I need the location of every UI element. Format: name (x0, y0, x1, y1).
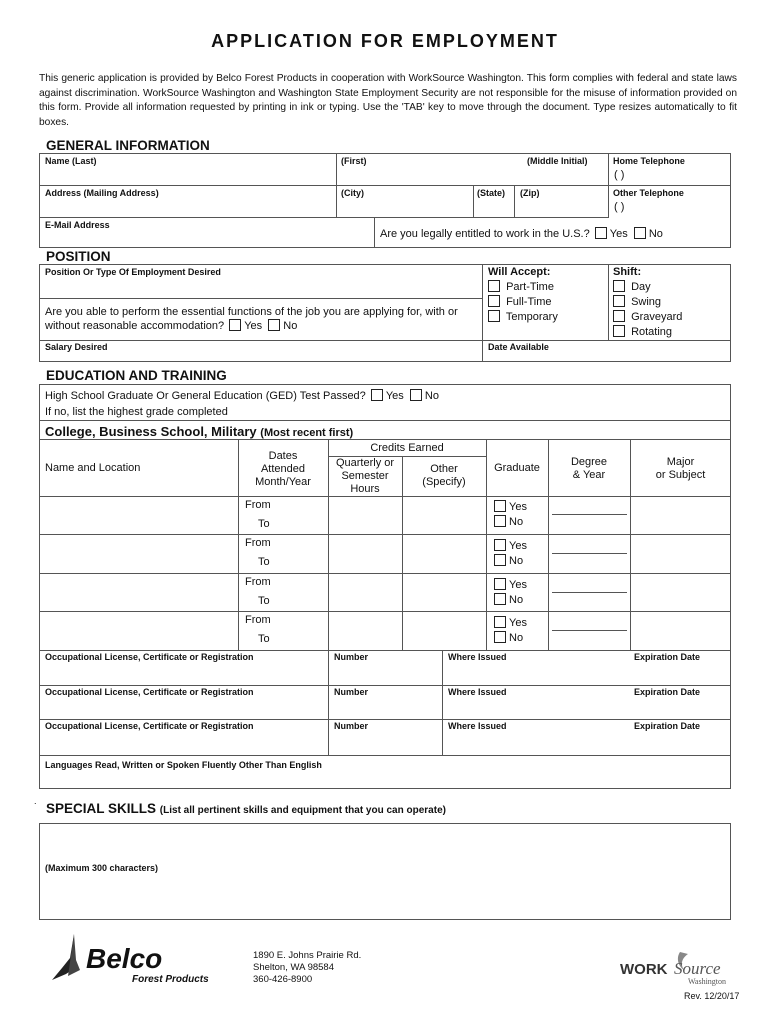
license-3-where[interactable]: Where Issued (448, 721, 507, 731)
row2-grad-no[interactable]: No (494, 554, 523, 569)
shift-swing-checkbox (613, 295, 625, 307)
ged-question: High School Graduate Or General Education (GED) Test Passed? (45, 390, 366, 402)
col-major: Major or Subject (655, 456, 706, 481)
license-1-expiration[interactable]: Expiration Date (634, 652, 701, 662)
section-education-heading: EDUCATION AND TRAINING (46, 368, 227, 383)
accept-full-time-checkbox (488, 295, 500, 307)
row3-grad-yes-checkbox (494, 578, 506, 590)
row3-to[interactable]: To (258, 595, 270, 607)
svg-text:Washington: Washington (688, 977, 727, 986)
col-graduate: Graduate (494, 462, 540, 474)
col-name-location: Name and Location (45, 462, 141, 474)
license-2-expiration[interactable]: Expiration Date (634, 687, 701, 697)
row3-from[interactable]: From (245, 576, 271, 588)
ged-yes-checkbox[interactable] (371, 389, 383, 401)
accept-temporary[interactable]: Temporary (488, 310, 558, 325)
entitled-no-checkbox[interactable] (634, 227, 646, 239)
accept-part-time-checkbox (488, 280, 500, 292)
row4-grad-yes-checkbox (494, 616, 506, 628)
middle-initial-field[interactable]: (Middle Initial) (527, 156, 588, 166)
ged-no-checkbox[interactable] (410, 389, 422, 401)
shift-rotating-checkbox (613, 325, 625, 337)
row2-to[interactable]: To (258, 556, 270, 568)
svg-text:Forest Products: Forest Products (132, 974, 209, 985)
zip-field[interactable]: (Zip) (520, 188, 540, 198)
row4-grad-no[interactable]: No (494, 631, 523, 646)
license-2-number[interactable]: Number (334, 687, 369, 697)
col-credits: Credits Earned (370, 442, 444, 454)
shift-rotating[interactable]: Rotating (613, 325, 672, 340)
shift-graveyard-checkbox (613, 310, 625, 322)
grade-question[interactable]: If no, list the highest grade completed (45, 406, 228, 418)
section-general-heading: GENERAL INFORMATION (46, 138, 210, 153)
row1-grad-no[interactable]: No (494, 515, 523, 530)
col-dates: Dates Attended Month/Year (255, 450, 311, 488)
worksource-logo (618, 948, 743, 988)
position-desired-field[interactable]: Position Or Type Of Employment Desired (45, 267, 221, 277)
intro-text: This generic application is provided by Belco Forest Products in cooperation with WorkSource Washington. This form complies with federal and state laws against discrimination. WorkSource Washington and Washington State Employment Security are not responsible for the misuse of information provided on this form. Provide all information requested by printing in ink or typing. Use the 'TAB' key to move through the document. Type resizes automatically to fit boxes. (39, 73, 737, 128)
shift-graveyard[interactable]: Graveyard (613, 310, 682, 325)
essential-question: Are you able to perform the essential functions of the job you are applying for, with or (45, 306, 458, 318)
date-available-field[interactable]: Date Available (488, 342, 549, 352)
address-field[interactable]: Address (Mailing Address) (45, 188, 159, 198)
row1-from[interactable]: From (245, 499, 271, 511)
row2-grad-no-checkbox (494, 554, 506, 566)
section-skills-heading: SPECIAL SKILLS (46, 801, 157, 816)
shift-swing[interactable]: Swing (613, 295, 661, 310)
name-last-field[interactable]: Name (Last) (45, 156, 97, 166)
license-1-where[interactable]: Where Issued (448, 652, 507, 662)
row4-grad-no-checkbox (494, 631, 506, 643)
college-heading: College, Business School, Military (45, 424, 257, 439)
city-field[interactable]: (City) (341, 188, 364, 198)
state-field[interactable]: (State) (477, 188, 506, 198)
row4-grad-yes[interactable]: Yes (494, 616, 527, 631)
license-3-number[interactable]: Number (334, 721, 369, 731)
essential-no-checkbox[interactable] (268, 319, 280, 331)
row1-grad-yes-checkbox (494, 500, 506, 512)
page-title: APPLICATION FOR EMPLOYMENT (211, 31, 559, 51)
accept-part-time[interactable]: Part-Time (488, 280, 554, 295)
home-telephone-field[interactable]: Home Telephone (613, 156, 685, 166)
license-1-field[interactable]: Occupational License, Certificate or Registration (45, 652, 254, 662)
col-degree: Degree & Year (570, 456, 608, 481)
email-field[interactable]: E-Mail Address (45, 220, 110, 230)
row2-grad-yes-checkbox (494, 539, 506, 551)
row2-from[interactable]: From (245, 537, 271, 549)
shift-day-checkbox (613, 280, 625, 292)
salary-desired-field[interactable]: Salary Desired (45, 342, 108, 352)
entitled-question: Are you legally entitled to work in the U.S.? (380, 228, 590, 240)
first-name-field[interactable]: (First) (341, 156, 367, 166)
svg-text:WORK: WORK (620, 961, 668, 978)
accept-full-time[interactable]: Full-Time (488, 295, 552, 310)
row3-grad-yes[interactable]: Yes (494, 578, 527, 593)
row3-grad-no[interactable]: No (494, 593, 523, 608)
shift-day[interactable]: Day (613, 280, 651, 295)
license-3-expiration[interactable]: Expiration Date (634, 721, 701, 731)
entitled-yes-checkbox[interactable] (595, 227, 607, 239)
row3-grad-no-checkbox (494, 593, 506, 605)
svg-text:Source: Source (674, 959, 721, 978)
col-quarterly: Quarterly or Semester Hours (335, 457, 395, 495)
license-2-where[interactable]: Where Issued (448, 687, 507, 697)
license-1-number[interactable]: Number (334, 652, 369, 662)
section-position-heading: POSITION (46, 249, 111, 264)
row1-to[interactable]: To (258, 518, 270, 530)
revision-date: Rev. 12/20/17 (684, 991, 740, 1001)
essential-yes-checkbox[interactable] (229, 319, 241, 331)
accept-temporary-checkbox (488, 310, 500, 322)
languages-field[interactable]: Languages Read, Written or Spoken Fluently Other Than English (45, 760, 322, 770)
other-telephone-field[interactable]: Other Telephone (613, 188, 684, 198)
svg-text:Belco: Belco (86, 943, 163, 974)
license-3-field[interactable]: Occupational License, Certificate or Registration (45, 721, 254, 731)
row1-grad-no-checkbox (494, 515, 506, 527)
belco-logo (46, 930, 246, 990)
row1-grad-yes[interactable]: Yes (494, 500, 527, 515)
col-other: Other (Specify) (422, 463, 466, 488)
row4-from[interactable]: From (245, 614, 271, 626)
license-2-field[interactable]: Occupational License, Certificate or Registration (45, 687, 254, 697)
skills-max-note: (Maximum 300 characters) (45, 863, 159, 873)
company-address: 1890 E. Johns Prairie Rd. Shelton, WA 98584 360-426-8900 (253, 950, 362, 985)
row2-grad-yes[interactable]: Yes (494, 539, 527, 554)
row4-to[interactable]: To (258, 633, 270, 645)
